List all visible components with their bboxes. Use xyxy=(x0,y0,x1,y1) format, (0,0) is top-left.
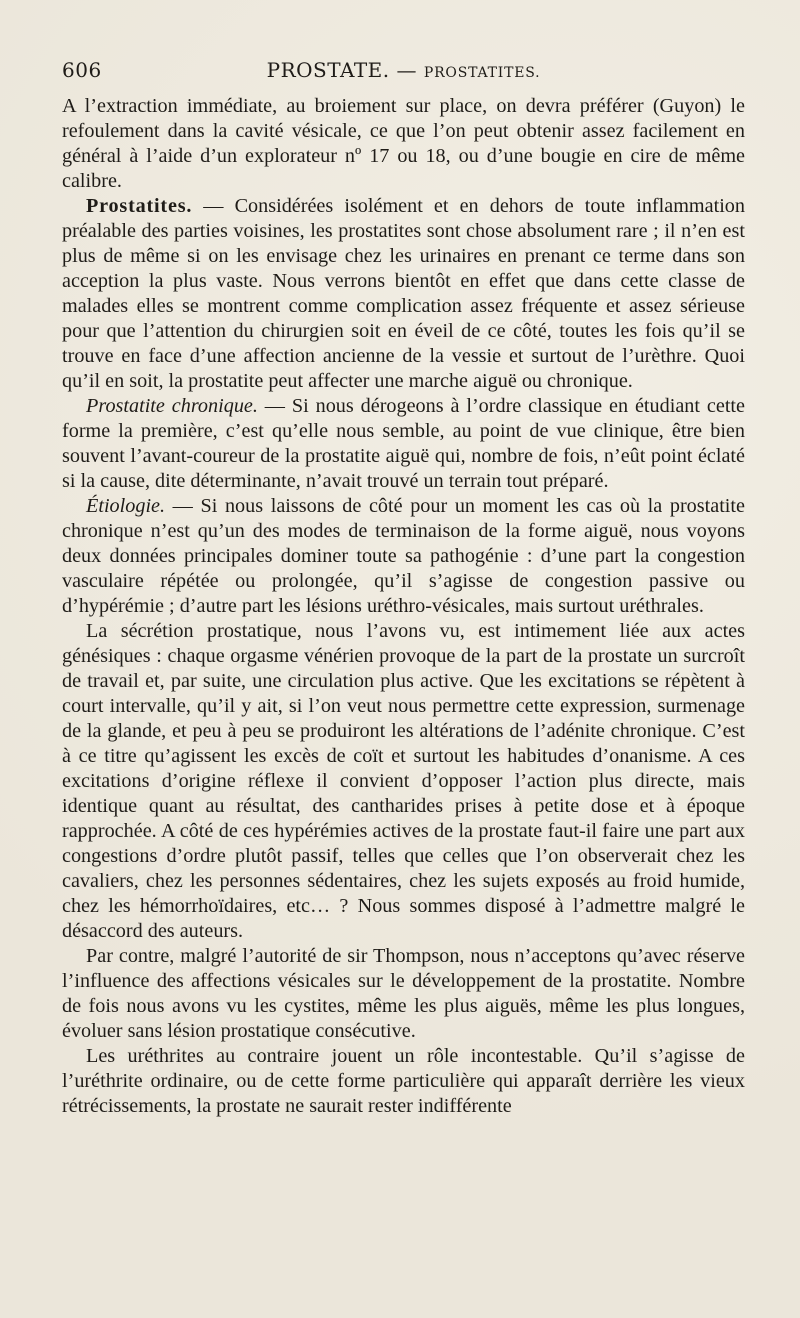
paragraph-text: — Si nous laissons de côté pour un moment les cas où la prostatite chronique n’est qu’un des modes de terminaison de la forme aiguë, nous voyons deux données principales dominer toute sa pathogénie : d’une part la congestion vasculaire répétée ou prolongée, qu’il s’agisse de congestion passive ou d’hypérémie ; d’autre part les lésions uréthro-vésicales, mais surtout uréthrales. xyxy=(62,495,745,617)
paragraph-text: — Considérées isolément et en dehors de toute inflammation préalable des parties voisines, les prostatites sont chose absolument rare ; il n’en est plus de même si on les envisage chez les urinaires en prenant ce terme dans son acception la plus vaste. Nous verrons bientôt en effet que dans cette classe de malades elles se montrent comme complication assez fréquente et assez sérieuse pour que l’attention du chirurgien soit en éveil de ce côté, toutes les fois qu’il se trouve en face d’une affection ancienne de la vessie et surtout de l’urèthre. Quoi qu’il en soit, la prostatite peut affecter une marche aiguë ou chronique. xyxy=(62,195,745,392)
paragraph xyxy=(62,944,745,1044)
running-header xyxy=(62,58,745,92)
paragraph-text: Les uréthrites au contraire jouent un rôle incontestable. Qu’il s’agisse de l’uréthrite ordinaire, ou de cette forme particulière qui apparaît derrière les vieux rétrécissements, la prostate ne saurait rester indifférente xyxy=(62,1045,745,1117)
body-text xyxy=(62,94,745,1119)
paragraph-text: — Si nous dérogeons à l’ordre classique en étudiant cette forme la première, c’est qu’elle nous semble, au point de vue clinique, être bien souvent l’avant-coureur de la prostatite aiguë qui, nombre de fois, n’eût point éclaté si la cause, dite déterminante, n’avait trouvé un terrain tout préparé. xyxy=(62,395,745,492)
paragraph xyxy=(62,494,745,619)
paragraph xyxy=(62,394,745,494)
paragraph-text: A l’extraction immédiate, au broiement sur place, on devra préférer (Guyon) le refoulement dans la cavité vésicale, ce que l’on peut obtenir assez facilement en général à l’aide d’un explorateur nº 17 ou 18, ou d’une bougie en cire de même calibre. xyxy=(62,95,745,192)
paragraph xyxy=(62,94,745,194)
section-heading-prostatite-chronique: Prostatite chronique. xyxy=(86,395,258,417)
paragraph-text: La sécrétion prostatique, nous l’avons vu, est intimement liée aux actes génésiques : chaque orgasme vénérien provoque de la part de la prostate un surcroît de travail et, par suite, une circulation plus active. Que les excitations se répètent à court intervalle, qu’il y ait, si l’on veut nous permettre cette expression, surmenage de la glande, et peu à peu se produiront les altérations de l’adénite chronique. C’est à ce titre qu’agissent les excès de coït et surtout les habitudes d’onanisme. A ces excitations d’origine réflexe il convient d’opposer l’action plus directe, mais identique quant au résultat, des cantharides prises à petite dose et à époque rapprochée. A côté de ces hypérémies actives de la prostate faut-il faire une part aux congestions d’ordre plutôt passif, telles que celles que l’on observerait chez les cavaliers, chez les personnes sédentaires, chez les sujets exposés au froid humide, chez les hémorrhoïdaires, etc… ? Nous sommes disposé à l’admettre malgré le désaccord des auteurs. xyxy=(62,620,745,942)
section-heading-prostatites: Prostatites. xyxy=(86,195,193,217)
running-title-main: PROSTATE. — xyxy=(266,58,417,82)
paragraph xyxy=(62,1044,745,1119)
running-title xyxy=(62,58,745,82)
section-heading-etiologie: Étiologie. xyxy=(86,495,166,517)
running-title-sub: PROSTATITES. xyxy=(423,65,541,81)
page-number: 606 xyxy=(62,58,102,82)
paragraph xyxy=(62,619,745,944)
paragraph xyxy=(62,194,745,394)
paragraph-text: Par contre, malgré l’autorité de sir Thompson, nous n’acceptons qu’avec réserve l’influence des affections vésicales sur le développement de la prostatite. Nombre de fois nous avons vu les cystites, même les plus aiguës, même les plus longues, évoluer sans lésion prostatique consécutive. xyxy=(62,945,745,1042)
